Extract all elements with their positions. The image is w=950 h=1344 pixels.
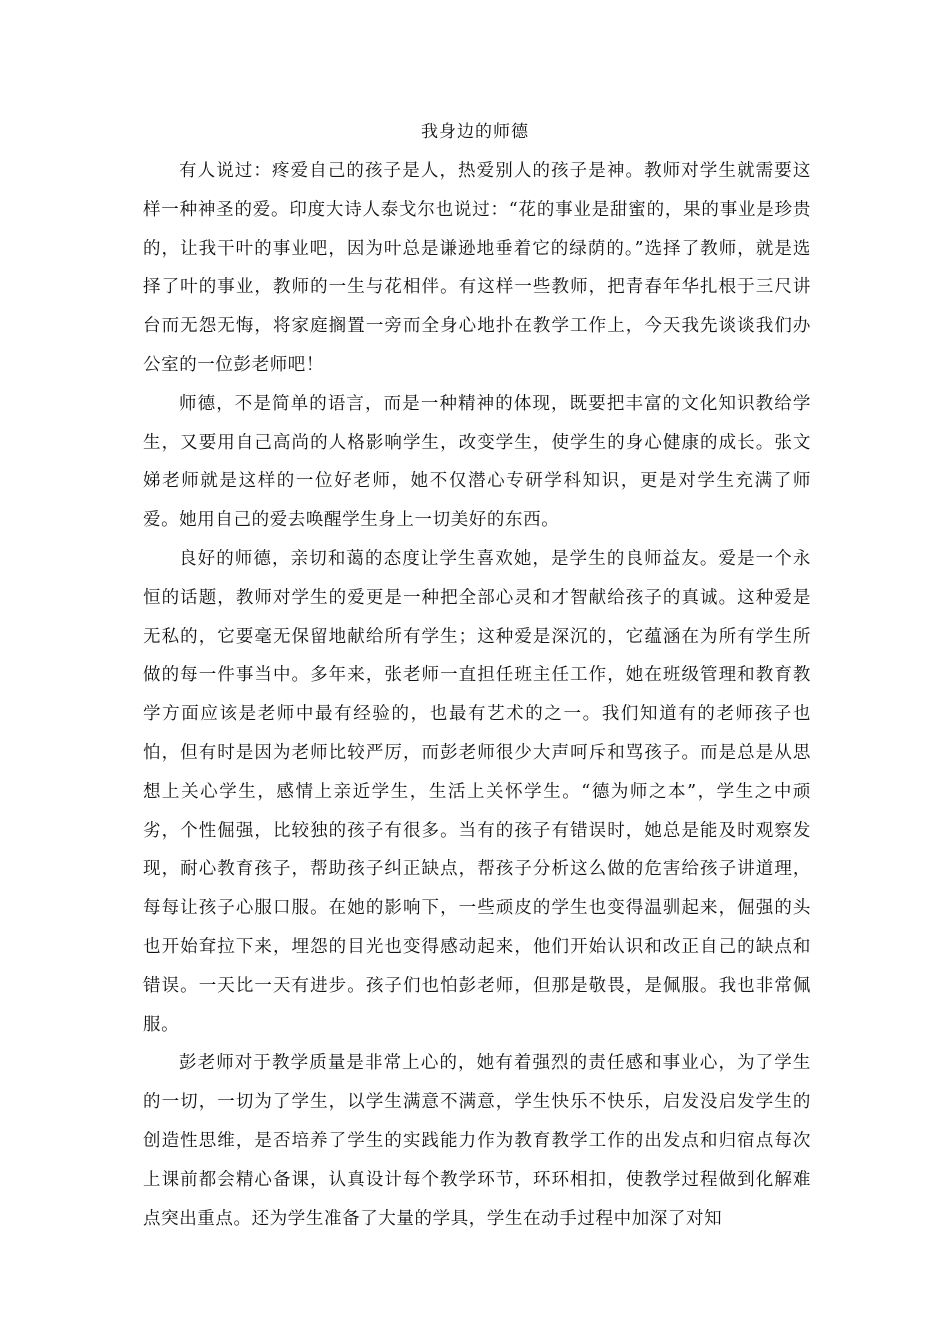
paragraph-4: 彭老师对于教学质量是非常上心的，她有着强烈的责任感和事业心，为了学生的一切，一切为了学生，以学生满意不满意，学生快乐不快乐，启发没启发学生的创造性思维，是否培养了学生的实践能力作为教育教学工作的出发点和归宿点每次上课前都会精心备课，认真设计每个教学环节，环环相扣，使教学过程做到化解难点突出重点。还为学生准备了大量的学具，学生在动手过程中加深了对知	[143, 1053, 811, 1229]
paragraph-1: 有人说过：疼爱自己的孩子是人，热爱别人的孩子是神。教师对学生就需要这样一种神圣的爱。印度大诗人泰戈尔也说过：“花的事业是甜蜜的，果的事业是珍贵的，让我干叶的事业吧，因为叶总是谦逊地垂着它的绿荫的。”选择了教师，就是选择了叶的事业，教师的一生与花相伴。有这样一些教师，把青春年华扎根于三尺讲台而无怨无悔，将家庭搁置一旁而全身心地扑在教学工作上，今天我先谈谈我们办公室的一位彭老师吧！	[143, 161, 811, 375]
paragraph-3: 良好的师德，亲切和蔼的态度让学生喜欢她，是学生的良师益友。爱是一个永恒的话题，教师对学生的爱更是一种把全部心灵和才智献给孩子的真诚。这种爱是无私的，它要毫无保留地献给所有学生；这种爱是深沉的，它蕴涵在为所有学生所做的每一件事当中。多年来，张老师一直担任班主任工作，她在班级管理和教育教学方面应该是老师中最有经验的，也最有艺术的之一。我们知道有的老师孩子也怕，但有时是因为老师比较严厉，而彭老师很少大声呵斥和骂孩子。而是总是从思想上关心学生，感情上亲近学生，生活上关怀学生。“德为师之本”，学生之中顽劣，个性倔强，比较独的孩子有很多。当有的孩子有错误时，她总是能及时观察发现，耐心教育孩子，帮助孩子纠正缺点，帮孩子分析这么做的危害给孩子讲道理，每每让孩子心服口服。在她的影响下，一些顽皮的学生也变得温驯起来，倔强的头也开始耷拉下来，埋怨的目光也变得感动起来，他们开始认识和改正自己的缺点和错误。一天比一天有进步。孩子们也怕彭老师，但那是敬畏，是佩服。我也非常佩服。	[143, 548, 811, 1035]
document-title: 我身边的师德	[421, 122, 529, 142]
paragraph-2: 师德，不是简单的语言，而是一种精神的体现，既要把丰富的文化知识教给学生，又要用自己高尚的人格影响学生，改变学生，使学生的身心健康的成长。张文娣老师就是这样的一位好老师，她不仅潜心专研学科知识，更是对学生充满了师爱。她用自己的爱去唤醒学生身上一切美好的东西。	[143, 393, 811, 531]
document-body	[143, 152, 811, 1238]
